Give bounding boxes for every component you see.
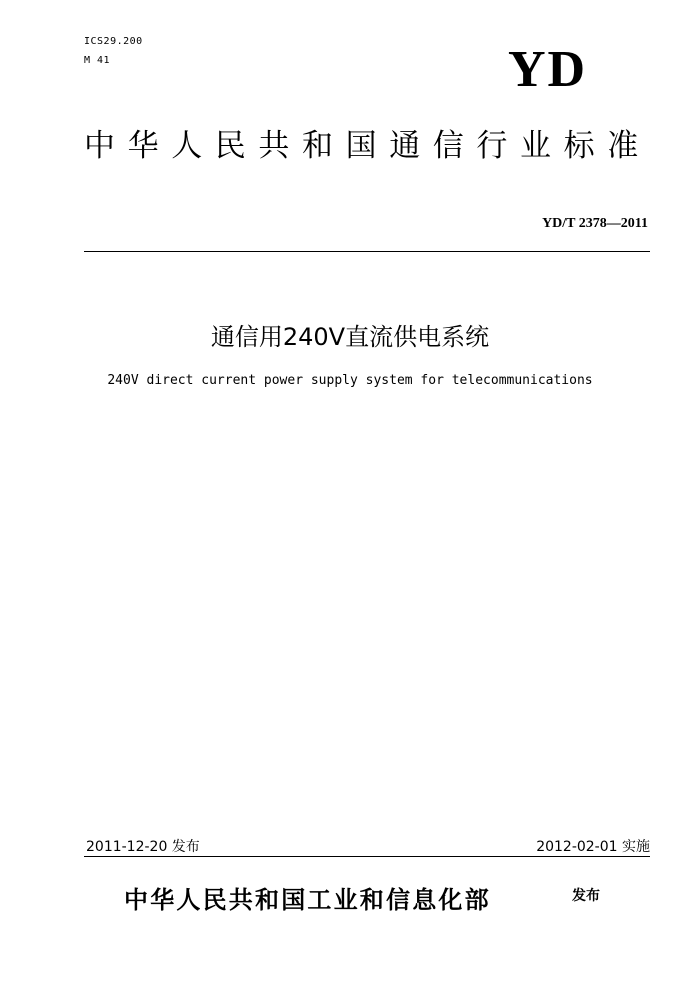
classification-code: M 41 — [84, 55, 111, 66]
publisher-name: 中华人民共和国工业和信息化部 — [124, 888, 491, 914]
top-divider — [84, 251, 650, 252]
document-title-zh: 通信用240V直流供电系统 — [210, 323, 490, 351]
yd-logo: YD — [508, 41, 588, 98]
publisher-suffix: 发布 — [572, 888, 600, 904]
industry-standard-title: 中华人民共和国通信行业标准 — [84, 128, 651, 164]
ics-code: ICS29.200 — [84, 36, 143, 47]
standard-number: YD/T 2378—2011 — [542, 216, 648, 231]
document-title-en: 240V direct current power supply system for telecommunications — [107, 373, 593, 388]
bottom-divider — [84, 856, 650, 857]
issue-date: 2011-12-20 发布 — [86, 839, 200, 855]
implementation-date: 2012-02-01 实施 — [536, 839, 650, 855]
